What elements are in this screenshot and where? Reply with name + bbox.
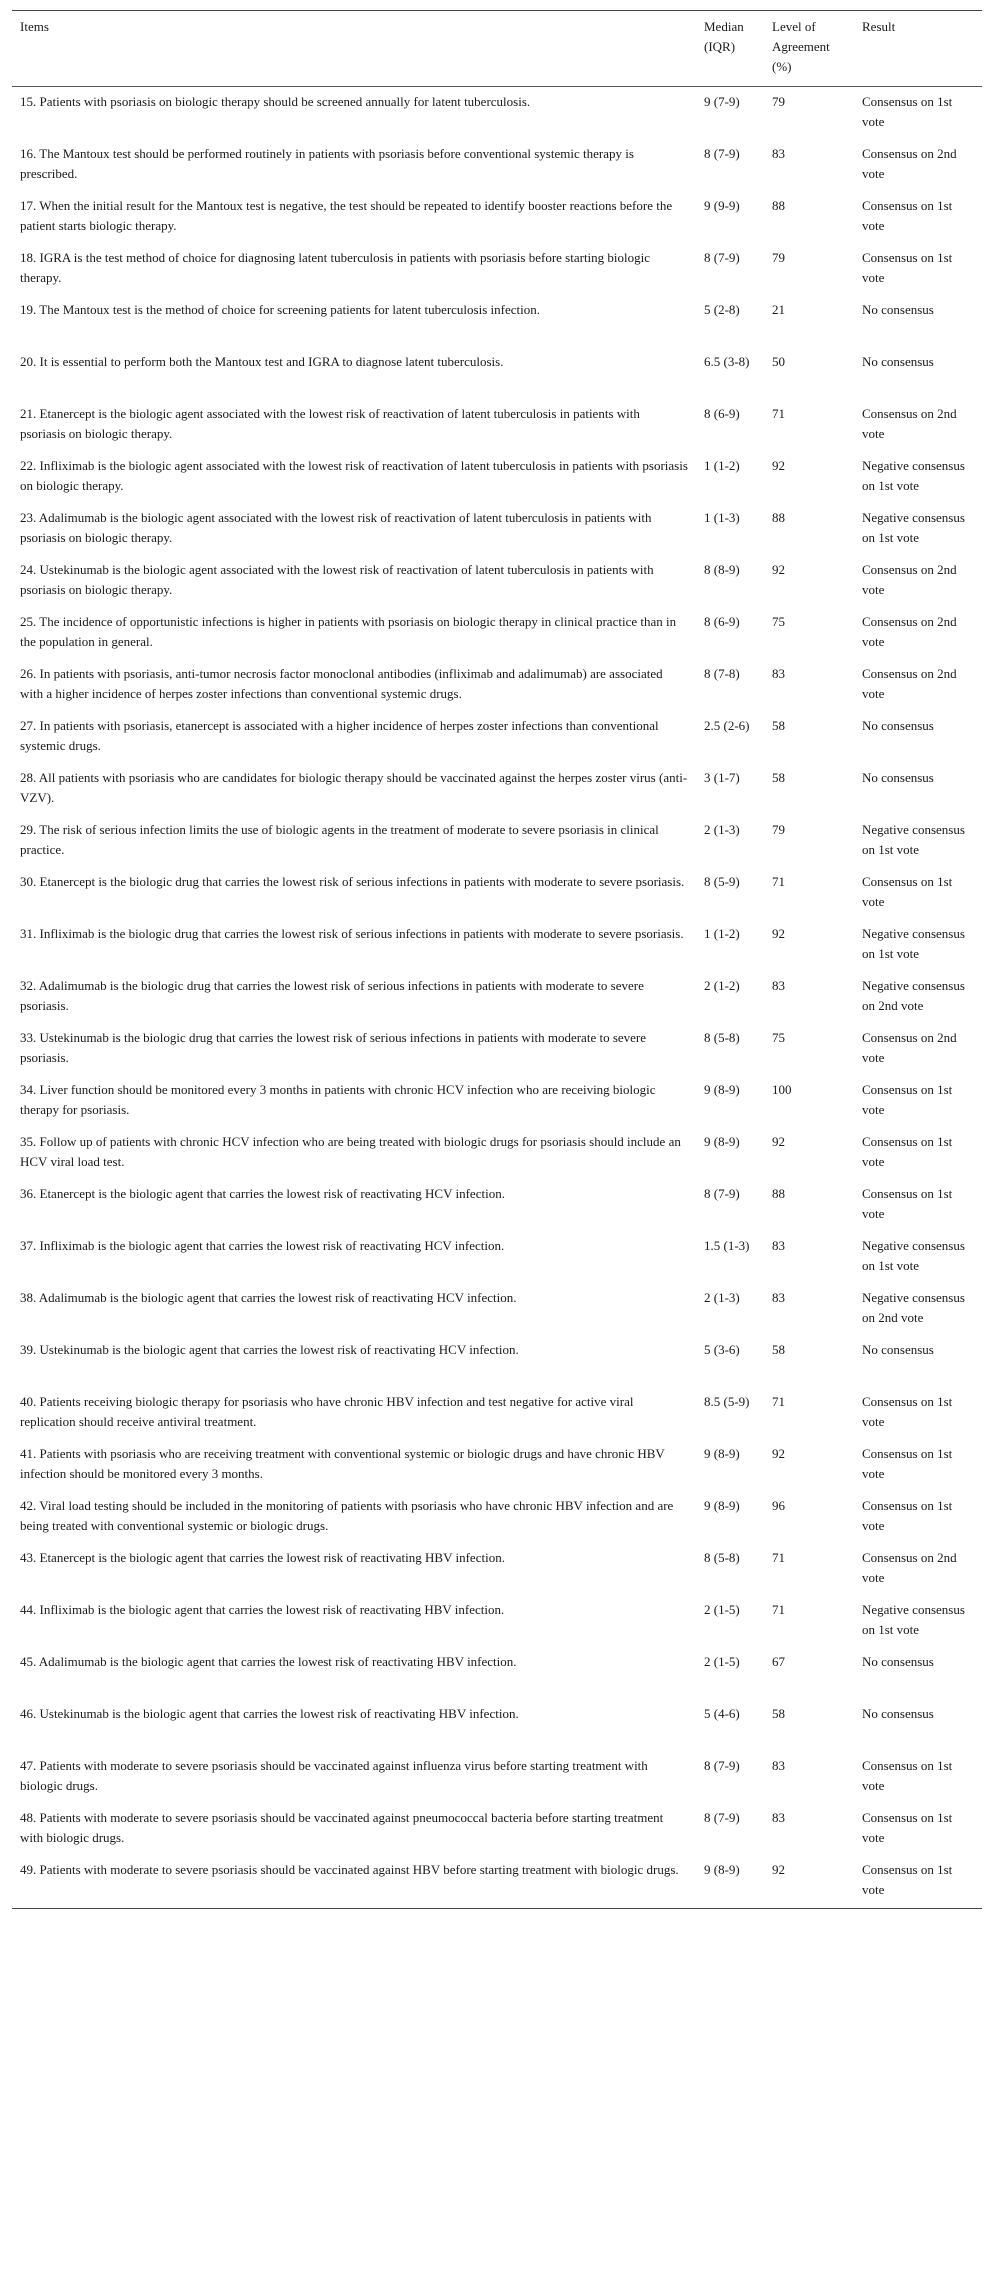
result-text: Consensus on 1st vote <box>862 249 953 285</box>
item-text: 21. Etanercept is the biologic agent associated with the lowest risk of reactivation of latent tuberculosis in patients with psoriasis on biologic therapy. <box>20 405 640 441</box>
result-text: No consensus <box>862 769 934 785</box>
result-text: Consensus on 1st vote <box>862 1393 953 1429</box>
result-text: Negative consensus on 2nd vote <box>862 1289 965 1325</box>
item-text: 16. The Mantoux test should be performed routinely in patients with psoriasis before conventional systemic therapy is prescribed. <box>20 145 634 181</box>
result-text: No consensus <box>862 353 934 369</box>
table-row <box>12 191 982 243</box>
result-text: Consensus on 1st vote <box>862 94 953 129</box>
consensus-table <box>12 10 982 1909</box>
median-iqr: 3 (1-7) <box>704 769 740 785</box>
result-text: Consensus on 2nd vote <box>862 1549 957 1585</box>
result-text: Consensus on 2nd vote <box>862 561 957 597</box>
agreement-level: 71 <box>772 1549 785 1565</box>
median-iqr: 2.5 (2-6) <box>704 717 750 733</box>
median-iqr: 8 (5-9) <box>704 873 740 889</box>
median-iqr: 9 (8-9) <box>704 1081 740 1097</box>
result-text: No consensus <box>862 1341 934 1357</box>
result-text: Consensus on 1st vote <box>862 873 953 909</box>
median-iqr: 8 (7-9) <box>704 145 740 161</box>
table-row <box>12 1647 982 1699</box>
table-row <box>12 763 982 815</box>
median-iqr: 1 (1-2) <box>704 925 740 941</box>
median-iqr: 8 (7-9) <box>704 1809 740 1825</box>
agreement-level: 58 <box>772 1705 785 1721</box>
item-text: 40. Patients receiving biologic therapy for psoriasis who have chronic HBV infection and test negative for active viral replication should receive antiviral treatment. <box>20 1393 634 1429</box>
item-text: 45. Adalimumab is the biologic agent that carries the lowest risk of reactivating HBV infection. <box>20 1653 517 1669</box>
result-text: Negative consensus on 1st vote <box>862 509 965 545</box>
item-text: 27. In patients with psoriasis, etanercept is associated with a higher incidence of herpes zoster infections than conventional systemic drugs. <box>20 717 659 753</box>
result-text: Negative consensus on 1st vote <box>862 457 965 493</box>
result-text: Consensus on 2nd vote <box>862 665 957 701</box>
agreement-level: 67 <box>772 1653 785 1669</box>
item-text: 15. Patients with psoriasis on biologic therapy should be screened annually for latent tuberculosis. <box>20 94 531 109</box>
table-row <box>12 1283 982 1335</box>
result-text: No consensus <box>862 1653 934 1669</box>
agreement-level: 75 <box>772 613 785 629</box>
median-iqr: 8 (7-9) <box>704 1185 740 1201</box>
item-text: 22. Infliximab is the biologic agent associated with the lowest risk of reactivation of latent tuberculosis in patients with psoriasis on biologic therapy. <box>20 457 688 493</box>
table-row <box>12 607 982 659</box>
table-row <box>12 1387 982 1439</box>
result-text: Negative consensus on 1st vote <box>862 925 965 961</box>
agreement-level: 83 <box>772 665 785 681</box>
median-iqr: 1 (1-2) <box>704 457 740 473</box>
median-iqr: 9 (8-9) <box>696 1855 764 1909</box>
result-text: Consensus on 2nd vote <box>862 145 957 181</box>
item-text: 19. The Mantoux test is the method of choice for screening patients for latent tuberculosis infection. <box>20 301 540 317</box>
median-iqr: 8 (6-9) <box>704 405 740 421</box>
item-text: 47. Patients with moderate to severe psoriasis should be vaccinated against influenza virus before starting treatment with biologic drugs. <box>20 1757 648 1793</box>
result-text: Consensus on 2nd vote <box>862 613 957 649</box>
agreement-level: 96 <box>772 1497 785 1513</box>
item-text: 17. When the initial result for the Mantoux test is negative, the test should be repeated to identify booster reactions before the patient starts biologic therapy. <box>20 197 673 233</box>
item-text: 36. Etanercept is the biologic agent that carries the lowest risk of reactivating HCV infection. <box>20 1185 505 1201</box>
median-iqr: 2 (1-3) <box>704 1289 740 1305</box>
item-text: 48. Patients with moderate to severe psoriasis should be vaccinated against pneumococcal bacteria before starting treatment with biologic drugs. <box>20 1809 664 1845</box>
item-text: 28. All patients with psoriasis who are candidates for biologic therapy should be vaccinated against the herpes zoster virus (anti-VZV). <box>20 769 688 805</box>
agreement-level: 92 <box>772 457 785 473</box>
item-text: 49. Patients with moderate to severe psoriasis should be vaccinated against HBV before starting treatment with biologic drugs. <box>12 1855 696 1909</box>
result-text: Negative consensus on 1st vote <box>862 1601 965 1637</box>
median-iqr: 2 (1-5) <box>704 1601 740 1617</box>
median-iqr: 1 (1-3) <box>704 509 740 525</box>
item-text: 33. Ustekinumab is the biologic drug that carries the lowest risk of serious infections in patients with moderate to severe psoriasis. <box>20 1029 647 1065</box>
item-text: 35. Follow up of patients with chronic HCV infection who are being treated with biologic drugs for psoriasis should include an HCV viral load test. <box>20 1133 681 1169</box>
item-text: 30. Etanercept is the biologic drug that carries the lowest risk of serious infections in patients with moderate to severe psoriasis. <box>20 873 685 889</box>
median-iqr: 1.5 (1-3) <box>704 1237 750 1253</box>
median-iqr: 9 (9-9) <box>704 197 740 213</box>
item-text: 43. Etanercept is the biologic agent that carries the lowest risk of reactivating HBV infection. <box>20 1549 505 1565</box>
agreement-level: 100 <box>772 1081 792 1097</box>
item-text: 26. In patients with psoriasis, anti-tumor necrosis factor monoclonal antibodies (infliximab and adalimumab) are associated with a higher incidence of herpes zoster infections than conventional systemic drugs. <box>20 665 663 701</box>
agreement-level: 21 <box>772 301 785 317</box>
agreement-level: 75 <box>772 1029 785 1045</box>
median-iqr: 9 (8-9) <box>704 1497 740 1513</box>
table-row <box>12 1439 982 1491</box>
result-text: Consensus on 2nd vote <box>862 405 957 441</box>
table-row <box>12 919 982 971</box>
table-row <box>12 1751 982 1803</box>
result-text: Negative consensus on 1st vote <box>862 821 965 857</box>
result-text: No consensus <box>862 301 934 317</box>
table-row <box>12 815 982 867</box>
table-row <box>12 1543 982 1595</box>
result-text: Consensus on 1st vote <box>854 1855 982 1909</box>
result-text: Negative consensus on 1st vote <box>862 1237 965 1273</box>
item-text: 34. Liver function should be monitored every 3 months in patients with chronic HCV infection who are receiving biologic therapy for psoriasis. <box>20 1081 656 1117</box>
median-iqr: 9 (8-9) <box>704 1445 740 1461</box>
agreement-level: 50 <box>772 353 785 369</box>
table-row <box>12 295 982 347</box>
median-iqr: 9 (7-9) <box>704 94 740 109</box>
table-row <box>12 1595 982 1647</box>
agreement-level: 71 <box>772 1601 785 1617</box>
table-row <box>12 971 982 1023</box>
consensus-table-container <box>12 10 982 1909</box>
agreement-level: 83 <box>772 1237 785 1253</box>
item-text: 23. Adalimumab is the biologic agent associated with the lowest risk of reactivation of latent tuberculosis in patients with psoriasis on biologic therapy. <box>20 509 652 545</box>
table-body <box>12 87 982 1909</box>
table-row <box>12 87 982 139</box>
agreement-level: 83 <box>772 1289 785 1305</box>
median-iqr: 2 (1-3) <box>704 821 740 837</box>
item-text: 38. Adalimumab is the biologic agent that carries the lowest risk of reactivating HCV infection. <box>20 1289 517 1305</box>
result-text: Consensus on 1st vote <box>862 1757 953 1793</box>
header-result: Result <box>854 11 982 87</box>
header-agreement: Level of Agreement (%) <box>764 11 854 87</box>
agreement-level: 58 <box>772 717 785 733</box>
item-text: 39. Ustekinumab is the biologic agent that carries the lowest risk of reactivating HCV infection. <box>20 1341 519 1357</box>
table-row <box>12 1231 982 1283</box>
table-row <box>12 1179 982 1231</box>
item-text: 44. Infliximab is the biologic agent that carries the lowest risk of reactivating HBV infection. <box>20 1601 505 1617</box>
agreement-level: 71 <box>772 1393 785 1409</box>
median-iqr: 5 (4-6) <box>704 1705 740 1721</box>
result-text: Consensus on 1st vote <box>862 1133 953 1169</box>
agreement-level: 79 <box>772 821 785 837</box>
result-text: Consensus on 1st vote <box>862 1185 953 1221</box>
agreement-level: 88 <box>772 197 785 213</box>
table-row <box>12 1803 982 1855</box>
median-iqr: 5 (3-6) <box>704 1341 740 1357</box>
table-row <box>12 139 982 191</box>
item-text: 37. Infliximab is the biologic agent that carries the lowest risk of reactivating HCV infection. <box>20 1237 505 1253</box>
header-row <box>12 11 982 87</box>
table-header <box>12 11 982 87</box>
median-iqr: 8 (7-8) <box>704 665 740 681</box>
median-iqr: 8 (7-9) <box>704 249 740 265</box>
table-row <box>12 347 982 399</box>
result-text: No consensus <box>862 1705 934 1721</box>
median-iqr: 6.5 (3-8) <box>704 353 750 369</box>
agreement-level: 79 <box>772 249 785 265</box>
table-row <box>12 243 982 295</box>
agreement-level: 92 <box>772 1133 785 1149</box>
table-row <box>12 1699 982 1751</box>
table-row <box>12 399 982 451</box>
item-text: 46. Ustekinumab is the biologic agent that carries the lowest risk of reactivating HBV infection. <box>20 1705 519 1721</box>
agreement-level: 88 <box>772 1185 785 1201</box>
item-text: 18. IGRA is the test method of choice for diagnosing latent tuberculosis in patients with psoriasis before starting biologic therapy. <box>20 249 651 285</box>
header-median: Median (IQR) <box>696 11 764 87</box>
agreement-level: 83 <box>772 1757 785 1773</box>
agreement-level: 71 <box>772 405 785 421</box>
table-row <box>12 867 982 919</box>
agreement-level: 58 <box>772 1341 785 1357</box>
item-text: 25. The incidence of opportunistic infections is higher in patients with psoriasis on biologic therapy in clinical practice than in the population in general. <box>20 613 677 649</box>
agreement-level: 83 <box>772 977 785 993</box>
agreement-level: 92 <box>772 561 785 577</box>
result-text: Consensus on 2nd vote <box>862 1029 957 1065</box>
table-row <box>12 1335 982 1387</box>
table-row <box>12 1491 982 1543</box>
median-iqr: 2 (1-2) <box>704 977 740 993</box>
table-row <box>12 711 982 763</box>
agreement-level: 83 <box>772 145 785 161</box>
result-text: Consensus on 1st vote <box>862 1081 953 1117</box>
agreement-level: 83 <box>772 1809 785 1825</box>
table-row <box>12 1855 982 1909</box>
item-text: 32. Adalimumab is the biologic drug that carries the lowest risk of serious infections in patients with moderate to severe psoriasis. <box>20 977 644 1013</box>
result-text: No consensus <box>862 717 934 733</box>
result-text: Negative consensus on 2nd vote <box>862 977 965 1013</box>
item-text: 24. Ustekinumab is the biologic agent associated with the lowest risk of reactivation of latent tuberculosis in patients with psoriasis on biologic therapy. <box>20 561 654 597</box>
median-iqr: 8 (6-9) <box>704 613 740 629</box>
agreement-level: 58 <box>772 769 785 785</box>
header-items: Items <box>12 11 696 87</box>
table-row <box>12 1127 982 1179</box>
result-text: Consensus on 1st vote <box>862 1497 953 1533</box>
table-row <box>12 451 982 503</box>
result-text: Consensus on 1st vote <box>862 1445 953 1481</box>
agreement-level: 92 <box>764 1855 854 1909</box>
median-iqr: 5 (2-8) <box>704 301 740 317</box>
result-text: Consensus on 1st vote <box>862 1809 953 1845</box>
median-iqr: 8 (8-9) <box>704 561 740 577</box>
item-text: 29. The risk of serious infection limits the use of biologic agents in the treatment of moderate to severe psoriasis in clinical practice. <box>20 821 659 857</box>
median-iqr: 8 (5-8) <box>704 1549 740 1565</box>
table-row <box>12 555 982 607</box>
agreement-level: 88 <box>772 509 785 525</box>
table-row <box>12 1023 982 1075</box>
agreement-level: 92 <box>772 925 785 941</box>
result-text: Consensus on 1st vote <box>862 197 953 233</box>
median-iqr: 2 (1-5) <box>704 1653 740 1669</box>
table-row <box>12 503 982 555</box>
agreement-level: 92 <box>772 1445 785 1461</box>
item-text: 31. Infliximab is the biologic drug that carries the lowest risk of serious infections in patients with moderate to severe psoriasis. <box>20 925 684 941</box>
median-iqr: 9 (8-9) <box>704 1133 740 1149</box>
table-row <box>12 1075 982 1127</box>
median-iqr: 8 (5-8) <box>704 1029 740 1045</box>
agreement-level: 71 <box>772 873 785 889</box>
item-text: 41. Patients with psoriasis who are receiving treatment with conventional systemic or biologic drugs and have chronic HBV infection should be monitored every 3 months. <box>20 1445 665 1481</box>
agreement-level: 79 <box>772 94 785 109</box>
table-row <box>12 659 982 711</box>
item-text: 42. Viral load testing should be included in the monitoring of patients with psoriasis who have chronic HBV infection and are being treated with conventional systemic or biologic drugs. <box>20 1497 674 1533</box>
median-iqr: 8 (7-9) <box>704 1757 740 1773</box>
median-iqr: 8.5 (5-9) <box>704 1393 750 1409</box>
item-text: 20. It is essential to perform both the Mantoux test and IGRA to diagnose latent tuberculosis. <box>20 353 504 369</box>
